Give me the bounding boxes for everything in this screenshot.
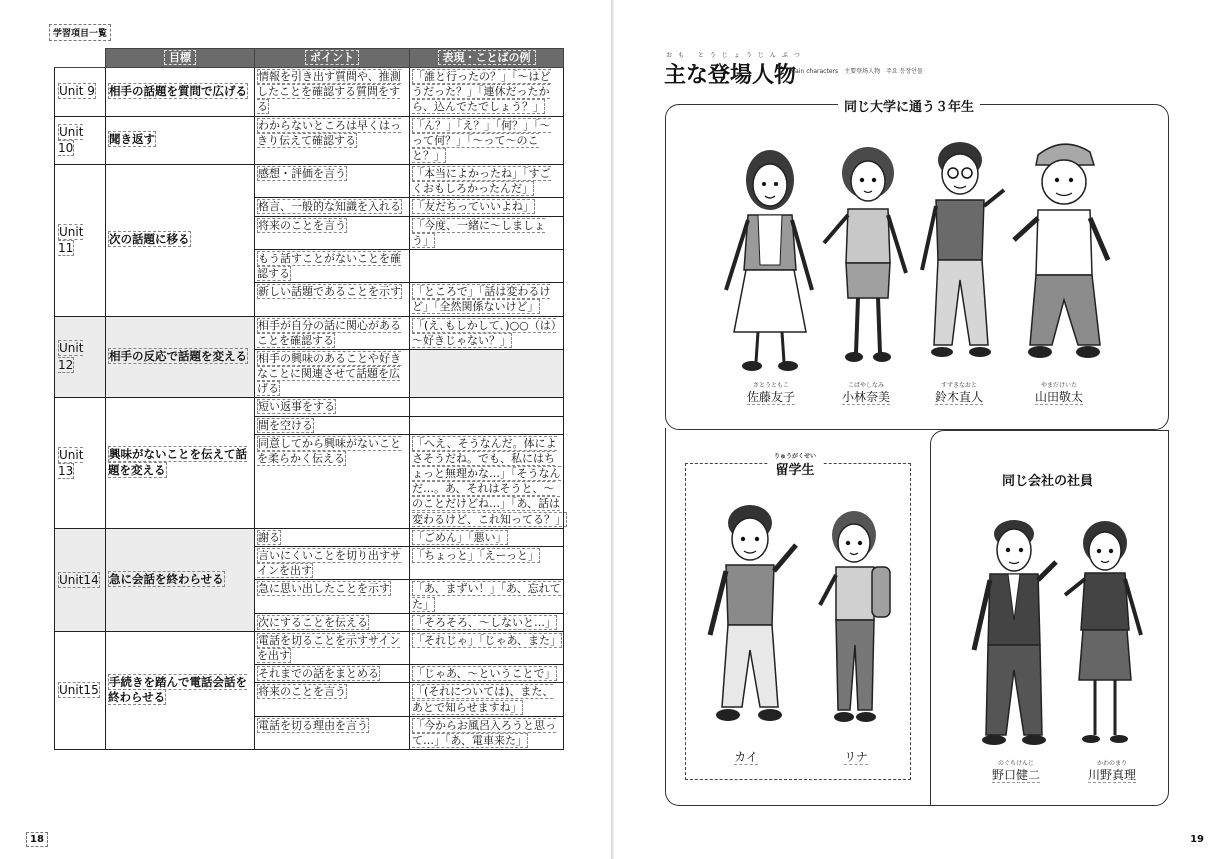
expression-cell: [410, 683, 564, 716]
character-name-ruby: のぐちけんじ: [997, 760, 1034, 767]
title-block: [664, 50, 806, 89]
group-students-heading: 同じ大学に通う３年生: [838, 96, 980, 115]
group-foreign-heading: [768, 451, 822, 478]
unit-label-cell: [55, 165, 106, 317]
point-text: 情報を引き出す質問や、推測したことを確認する質問をする: [257, 70, 401, 114]
expression-text: 「じゃあ、～ということで」: [413, 667, 556, 681]
point-text: 急に思い出したことを示す: [258, 582, 390, 596]
unit-label-cell: [55, 398, 106, 528]
table-row: [55, 316, 564, 349]
group-foreign-ruby: りゅうがくせい: [774, 453, 817, 460]
point-text: 謝る: [258, 530, 280, 544]
point-text: 格言、一般的な知識を入れる: [258, 200, 401, 214]
header-expression: 表現・ことばの例: [410, 49, 564, 68]
expression-cell: [410, 398, 564, 416]
unit-label-cell: [55, 116, 106, 165]
unit-label: Unit 10: [58, 124, 84, 156]
figure-kawano-mari: [1061, 515, 1151, 750]
point-cell: [255, 665, 410, 683]
expression-text: 「それじゃ」「じゃあ、また」: [413, 633, 562, 647]
expression-cell: [410, 580, 564, 613]
character-name-ruby: すずきなおと: [940, 382, 978, 389]
point-text: 将来のことを言う: [258, 218, 346, 232]
point-cell: [255, 434, 410, 528]
figure-yamada-keita: [1008, 130, 1118, 370]
point-cell: [255, 716, 410, 749]
goal-text: 相手の反応で話題を変える: [109, 349, 247, 364]
expression-cell: [410, 665, 564, 683]
unit-label: Unit 9: [59, 84, 95, 99]
point-cell: [255, 416, 410, 434]
expression-text: 「ん？」「え？」「何？」「～って何？」「～って～のこと？」: [412, 118, 551, 162]
table-row: [55, 165, 564, 198]
table-row: [55, 68, 564, 117]
character-name-ruby: さとうともこ: [752, 382, 789, 389]
character-name-label: [826, 380, 906, 405]
section-label: 学習項目一覧: [49, 24, 111, 41]
point-text: 次にすることを伝える: [258, 615, 368, 629]
expression-cell: [410, 116, 564, 165]
goal-cell: [106, 398, 255, 528]
expression-cell: [410, 716, 564, 749]
point-text: 言いにくいことを切り出すサインを出す: [257, 548, 401, 578]
character-name: カイ: [734, 750, 758, 764]
right-page: [614, 0, 1225, 859]
character-name: 小林奈美: [841, 390, 890, 404]
point-cell: [255, 316, 410, 349]
character-name-ruby: やまだけいた: [1040, 382, 1077, 389]
group-foreign-label: 留学生: [775, 463, 815, 478]
character-name: 鈴木直人: [934, 390, 983, 404]
figure-rina: [806, 505, 906, 730]
expression-text: 「(え､もしかして､)○○（は）～好きじゃない？」: [412, 318, 557, 347]
point-cell: [255, 216, 410, 249]
point-cell: [255, 398, 410, 416]
figure-noguchi-kenji: [966, 510, 1066, 750]
unit-label: Unit14: [59, 572, 99, 587]
table-body: [55, 68, 564, 750]
unit-label: Unit 12: [58, 341, 84, 372]
unit-label: Unit15: [59, 683, 99, 698]
unit-label: Unit 11: [58, 224, 84, 256]
point-text: 相手の興味のあることや好きなことに関連させて話題を広げる: [257, 351, 401, 396]
table-row: [55, 528, 564, 546]
group-company-heading: 同じ会社の社員: [996, 470, 1099, 489]
expression-text: 「(それについては)、また、あとで知らせますね」: [412, 685, 554, 714]
expression-text: 「あ、まずい！」「あ、忘れてた」: [412, 582, 561, 611]
character-name-ruby: かわのまり: [1096, 760, 1127, 767]
goal-cell: [106, 68, 255, 117]
table-row: [55, 116, 564, 165]
point-cell: [255, 283, 410, 316]
unit-label-cell: [55, 631, 106, 749]
expression-cell: [410, 249, 564, 282]
expression-cell: [410, 349, 564, 398]
goal-cell: [106, 316, 255, 398]
figure-suzuki-naoto: [912, 130, 1012, 370]
expression-cell: [410, 631, 564, 664]
goal-text: 興味がないことを伝えて話題を変える: [108, 447, 247, 478]
point-text: 将来のことを言う: [258, 685, 346, 699]
point-cell: [255, 528, 410, 546]
expression-cell: [410, 546, 564, 579]
character-name: 佐藤友子: [746, 390, 795, 404]
character-name: リナ: [844, 750, 868, 764]
expression-cell: [410, 68, 564, 117]
point-cell: [255, 683, 410, 716]
character-name: 山田敬太: [1034, 390, 1083, 404]
expression-text: 「そろそろ、～しないと…」: [413, 615, 556, 629]
expression-cell: [410, 216, 564, 249]
character-name-label: [976, 758, 1056, 783]
expression-cell: [410, 613, 564, 631]
character-name-label: [919, 380, 999, 405]
page-number-left: 18: [26, 832, 48, 847]
character-name-label: [1072, 758, 1152, 783]
character-name: 野口健二: [991, 768, 1040, 782]
goal-text: 相手の話題を質問で広げる: [109, 83, 247, 98]
table-row: [55, 398, 564, 416]
expression-text: 「ところで」「話は変わるけど」「全然関係ないけど」: [412, 285, 551, 314]
point-cell: [255, 349, 410, 398]
point-cell: [255, 631, 410, 664]
point-cell: [255, 165, 410, 198]
goal-text: 次の話題に移る: [109, 232, 190, 247]
study-items-table: [54, 48, 564, 750]
point-text: 電話を切る理由を言う: [258, 718, 368, 732]
expression-text: 「へえ、そうなんだ。体によさそうだね。でも、私にはちょっと無理かな…」「そうなんだ…。あ、それはそうと、～のことだけどね…」「あ、話は変わるけど、これ知ってる？」: [412, 436, 566, 526]
expression-text: 「ちょっと」「えーっと」: [413, 548, 540, 562]
expression-cell: [410, 198, 564, 216]
point-text: 電話を切ることを示すサインを出す: [257, 633, 401, 663]
expression-cell: [410, 416, 564, 434]
unit-label-cell: [55, 316, 106, 398]
point-text: 同意してから興味がないことを柔らかく伝える: [257, 436, 401, 465]
point-cell: [255, 546, 410, 579]
point-text: 短い返事をする: [258, 400, 335, 414]
title-ruby: おも とうじょうじんぶつ: [666, 52, 806, 59]
expression-text: 「ごめん」「悪い」: [413, 530, 507, 544]
unit-label-cell: [55, 528, 106, 631]
title-subtitle: Main characters 主要登场人物 주요 등장인물: [790, 68, 923, 75]
point-text: それまでの話をまとめる: [258, 667, 379, 681]
point-cell: [255, 249, 410, 282]
table-header-row: [55, 49, 564, 68]
goal-text: 聞き返す: [109, 132, 155, 147]
expression-text: 「誰と行ったの？」「～はどうだった？」「連休だったから、込んでたでしょう？」: [412, 70, 551, 114]
character-name-ruby: こばやしなみ: [847, 382, 884, 389]
expression-text: 「今からお風呂入ろうと思って…」「あ、電車来た」: [412, 718, 556, 747]
point-cell: [255, 198, 410, 216]
table-row: [55, 631, 564, 664]
character-name-label: [731, 380, 811, 405]
point-text: 新しい話題であることを示す: [258, 285, 401, 299]
goal-text: 急に会話を終わらせる: [109, 571, 224, 586]
expression-cell: [410, 316, 564, 349]
goal-cell: [106, 631, 255, 749]
point-text: 感想・評価を言う: [258, 167, 346, 181]
character-name-label: [706, 748, 786, 765]
expression-cell: [410, 165, 564, 198]
figure-kai: [698, 495, 808, 730]
goal-text: 手続きを踏んで電話会話を終わらせる: [108, 674, 247, 705]
point-text: わからないところは早くはっきり伝えて確認する: [257, 118, 401, 147]
unit-label: Unit 13: [58, 447, 84, 479]
page-number-right: 19: [1190, 834, 1204, 845]
point-cell: [255, 613, 410, 631]
unit-label-cell: [55, 68, 106, 117]
point-cell: [255, 68, 410, 117]
expression-cell: [410, 434, 564, 528]
header-blank: [55, 49, 106, 68]
goal-cell: [106, 116, 255, 165]
left-page: [0, 0, 612, 859]
point-text: もう話すことがないことを確認する: [257, 251, 401, 281]
header-point: ポイント: [255, 49, 410, 68]
figure-sato-tomoko: [720, 140, 820, 375]
goal-cell: [106, 165, 255, 317]
expression-text: 「今度、一緒に～しましょう」: [412, 218, 545, 247]
point-text: 相手が自分の話に関心があることを確認する: [257, 318, 401, 347]
expression-text: 「友だちっていいよね」: [413, 200, 534, 214]
point-text: 間を空ける: [258, 418, 313, 432]
expression-cell: [410, 283, 564, 316]
expression-text: 「本当によかったね」「すごくおもしろかったんだ」: [412, 167, 551, 196]
character-name: 川野真理: [1087, 768, 1136, 782]
point-cell: [255, 116, 410, 165]
goal-cell: [106, 528, 255, 631]
header-goal: 目標: [106, 49, 255, 68]
character-name-label: [1019, 380, 1099, 405]
character-name-label: [816, 748, 896, 765]
expression-cell: [410, 528, 564, 546]
page-title: 主な登場人物: [664, 63, 797, 88]
figure-kobayashi-nami: [818, 133, 918, 368]
point-cell: [255, 580, 410, 613]
